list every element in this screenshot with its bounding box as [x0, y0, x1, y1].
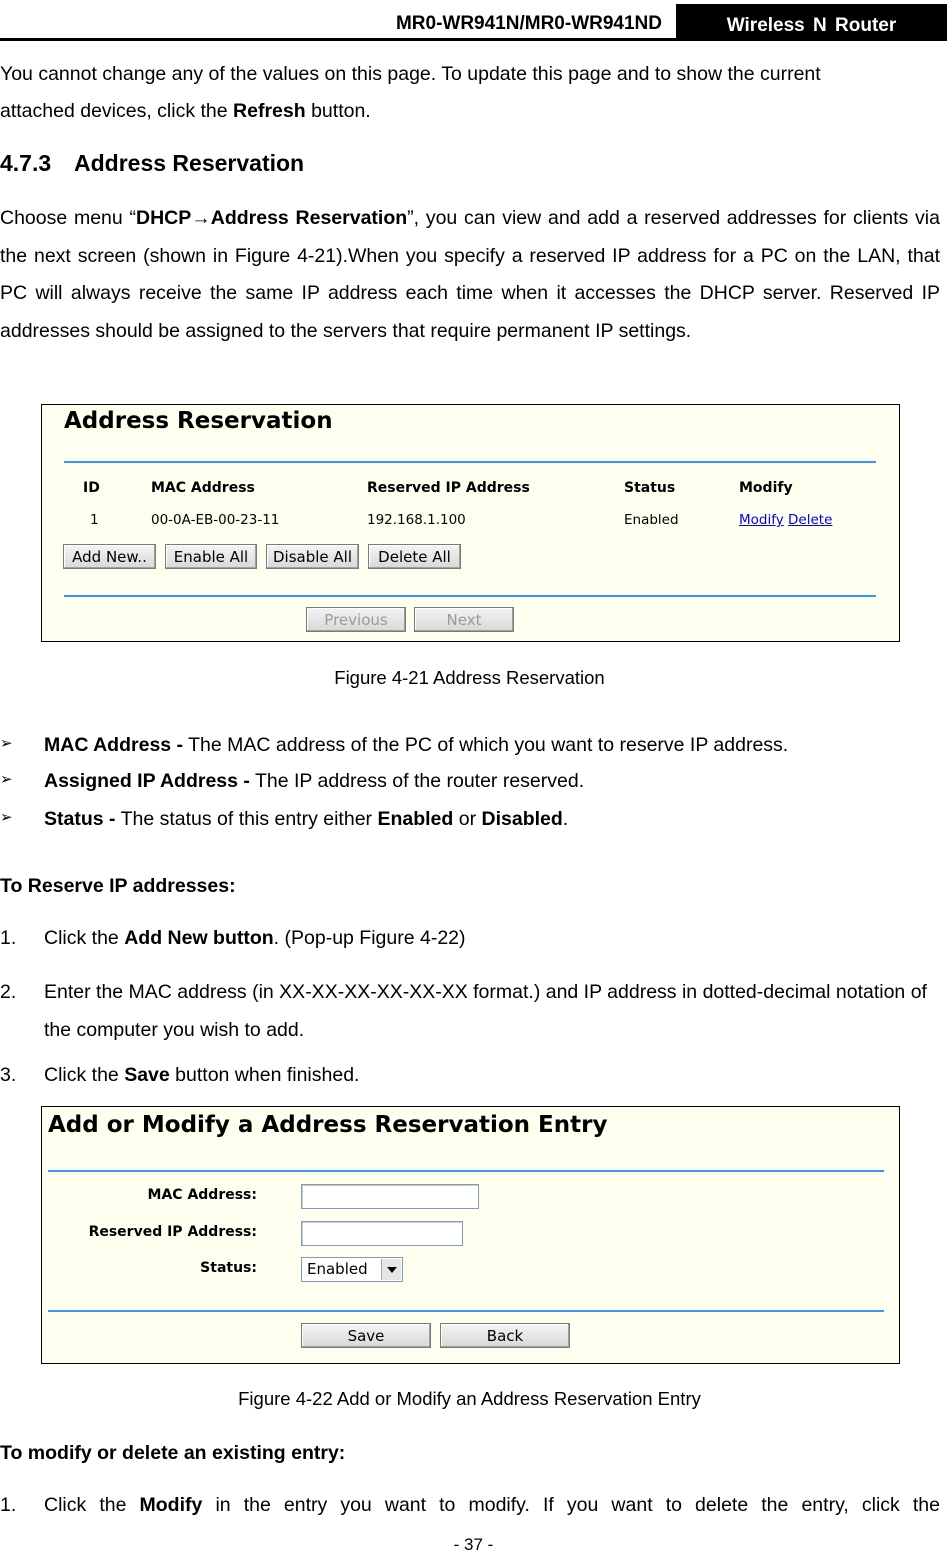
intro-line-1: You cannot change any of the values on this page. To update this page and to show the current — [0, 63, 821, 85]
page-number: - 37 - — [453, 1535, 494, 1554]
add-new-button[interactable]: Add New.. — [63, 544, 156, 569]
column-id: ID — [83, 480, 100, 496]
row-actions — [739, 512, 832, 528]
header-rule — [0, 38, 947, 41]
column-mac-address: MAC Address — [151, 480, 255, 496]
next-button[interactable]: Next — [414, 607, 514, 632]
figure-caption-4-21: Figure 4-21 Address Reservation — [334, 667, 605, 688]
figure-title: Address Reservation — [64, 408, 333, 434]
mac-address-label: MAC Address: — [147, 1187, 257, 1203]
status-label: Status: — [200, 1260, 257, 1276]
chevron-down-icon — [381, 1259, 401, 1280]
cell-status: Enabled — [624, 512, 679, 528]
mac-address-input[interactable] — [301, 1184, 479, 1209]
cell-id: 1 — [90, 512, 99, 528]
modify-heading: To modify or delete an existing entry: — [0, 1442, 346, 1464]
divider-line — [64, 595, 876, 597]
delete-link[interactable]: Delete — [788, 512, 833, 528]
figure-add-modify-entry — [41, 1106, 900, 1364]
divider-line — [64, 461, 876, 463]
save-button[interactable]: Save — [301, 1323, 431, 1348]
cell-mac: 00-0A-EB-00-23-11 — [151, 512, 280, 528]
divider-line — [48, 1310, 884, 1312]
column-reserved-ip: Reserved IP Address — [367, 480, 530, 496]
column-status: Status — [624, 480, 676, 496]
status-select[interactable]: Enabled — [301, 1257, 403, 1282]
modify-link[interactable]: Modify — [739, 512, 784, 528]
figure-caption-4-22: Figure 4-22 Add or Modify an Address Reservation Entry — [238, 1388, 701, 1409]
column-modify: Modify — [739, 480, 793, 496]
figure-title: Add or Modify a Address Reservation Entry — [48, 1112, 608, 1138]
previous-button[interactable]: Previous — [306, 607, 406, 632]
reserved-ip-input[interactable] — [301, 1221, 463, 1246]
delete-all-button[interactable]: Delete All — [368, 544, 461, 569]
arrow-bullet-icon: ➢ — [0, 735, 13, 752]
section-heading: 4.7.3 Address Reservation — [0, 150, 305, 176]
arrow-bullet-icon: ➢ — [0, 771, 13, 788]
header-product-tab: Wireless N Router — [676, 4, 947, 40]
divider-line — [48, 1170, 884, 1172]
back-button[interactable]: Back — [440, 1323, 570, 1348]
intro-line-2: attached devices, click the Refresh button. — [0, 100, 371, 122]
figure-address-reservation — [41, 404, 900, 642]
reserve-heading: To Reserve IP addresses: — [0, 875, 236, 897]
header-model: MR0-WR941N/MR0-WR941ND — [395, 13, 662, 34]
description-paragraph: Choose menu “DHCP→Address Reservation”, you can view and add a reserved addresses for clients via the next screen (shown in Figure 4-21).When you specify a reserved IP address for a PC on the LAN, that PC will always receive the same IP address each time when it accesses the DHCP server. Reserved IP addresses should be assigned to the servers that require permanent IP settings. — [0, 207, 940, 342]
reserved-ip-label: Reserved IP Address: — [88, 1224, 257, 1240]
disable-all-button[interactable]: Disable All — [266, 544, 359, 569]
cell-ip: 192.168.1.100 — [367, 512, 466, 528]
arrow-bullet-icon: ➢ — [0, 809, 13, 826]
enable-all-button[interactable]: Enable All — [165, 544, 257, 569]
